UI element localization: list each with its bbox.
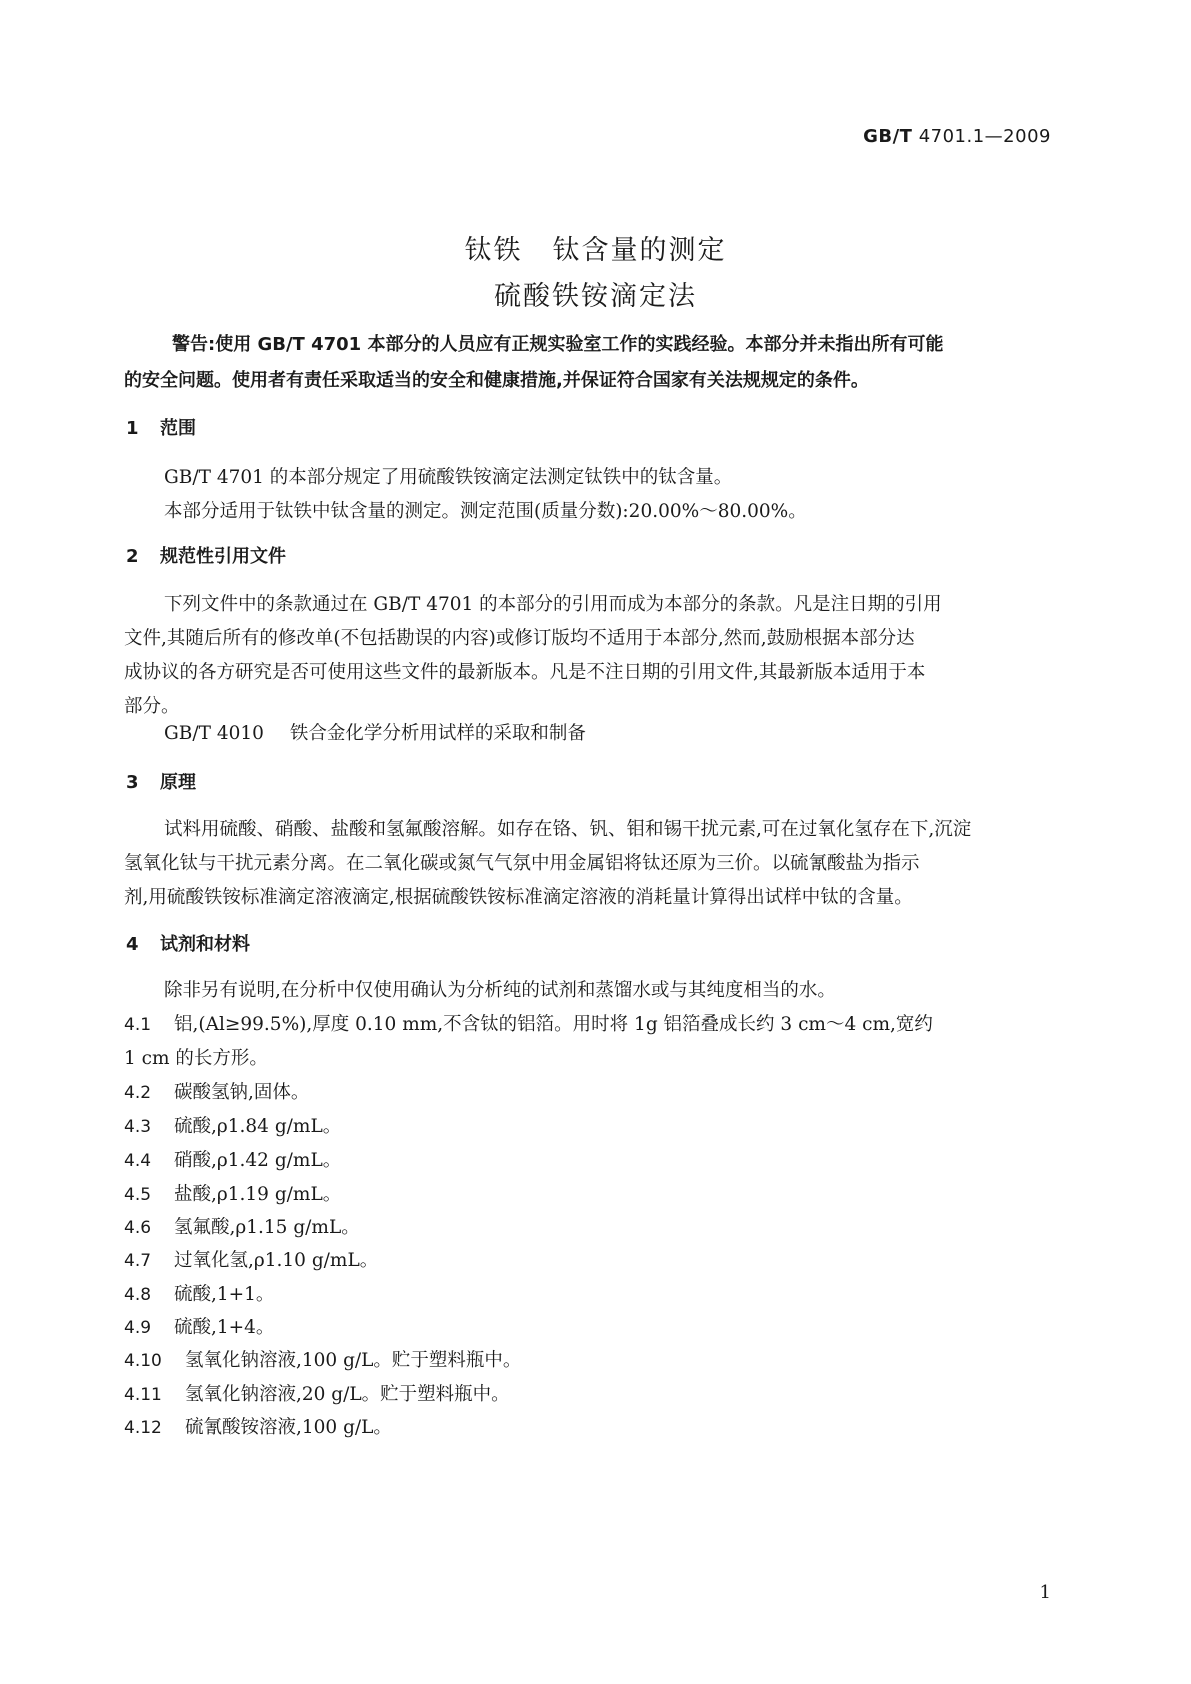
standard-prefix: GB/T bbox=[863, 126, 913, 147]
references-line-3: 成协议的各方研究是否可使用这些文件的最新版本。凡是不注日期的引用文件,其最新版本适用于本 bbox=[124, 662, 926, 683]
references-line-4: 部分。 bbox=[124, 696, 180, 717]
standard-number bbox=[863, 126, 1051, 147]
reagent-item-continuation: 1 cm 的长方形。 bbox=[124, 1048, 268, 1069]
document-title-line1 bbox=[0, 228, 1191, 267]
section-heading-principle: 3 原理 bbox=[126, 772, 196, 793]
section-heading-normative-references: 2 规范性引用文件 bbox=[126, 546, 286, 567]
scope-paragraph-1: GB/T 4701 的本部分规定了用硫酸铁铵滴定法测定钛铁中的钛含量。 bbox=[164, 467, 733, 488]
document-title-line2: 硫酸铁铵滴定法 bbox=[494, 281, 697, 312]
title-subject: 钛含量的测定 bbox=[552, 235, 727, 266]
reagent-item: 4.2 碳酸氢钠,固体。 bbox=[124, 1082, 310, 1103]
reagents-intro: 除非另有说明,在分析中仅使用确认为分析纯的试剂和蒸馏水或与其纯度相当的水。 bbox=[164, 980, 836, 1001]
reagent-item: 4.1 铝,(Al≥99.5%),厚度 0.10 mm,不含钛的铝箔。用时将 1g 铝箔叠成长约 3 cm～4 cm,宽约 bbox=[124, 1014, 933, 1035]
page-number: 1 bbox=[1039, 1582, 1051, 1603]
references-line-1: 下列文件中的条款通过在 GB/T 4701 的本部分的引用而成为本部分的条款。凡是注日期的引用 bbox=[164, 594, 942, 615]
reagent-item: 4.11 氢氧化钠溶液,20 g/L。贮于塑料瓶中。 bbox=[124, 1384, 510, 1405]
section-heading-reagents: 4 试剂和材料 bbox=[126, 934, 250, 955]
reagent-item: 4.8 硫酸,1+1。 bbox=[124, 1284, 275, 1305]
warning-line-1: 警告:使用 GB/T 4701 本部分的人员应有正规实验室工作的实践经验。本部分并未指出所有可能 bbox=[172, 334, 944, 355]
principle-line-2: 氢氧化钛与干扰元素分离。在二氧化碳或氮气气氛中用金属铝将钛还原为三价。以硫氰酸盐为指示 bbox=[124, 853, 920, 874]
reagent-item: 4.3 硫酸,ρ1.84 g/mL。 bbox=[124, 1116, 342, 1137]
reagent-item: 4.6 氢氟酸,ρ1.15 g/mL。 bbox=[124, 1217, 360, 1238]
reference-entry bbox=[164, 719, 586, 745]
standard-code: 4701.1—2009 bbox=[918, 126, 1051, 147]
section-heading-scope: 1 范围 bbox=[126, 418, 196, 439]
reference-title: 铁合金化学分析用试样的采取和制备 bbox=[289, 723, 586, 744]
reagent-item: 4.7 过氧化氢,ρ1.10 g/mL。 bbox=[124, 1250, 379, 1271]
reagent-item: 4.10 氢氧化钠溶液,100 g/L。贮于塑料瓶中。 bbox=[124, 1350, 522, 1371]
reagent-item: 4.4 硝酸,ρ1.42 g/mL。 bbox=[124, 1150, 342, 1171]
principle-line-1: 试料用硫酸、硝酸、盐酸和氢氟酸溶解。如存在铬、钒、钼和锡干扰元素,可在过氧化氢存在下,沉淀 bbox=[164, 819, 972, 840]
references-line-2: 文件,其随后所有的修改单(不包括勘误的内容)或修订版均不适用于本部分,然而,鼓励根据本部分达 bbox=[124, 628, 915, 649]
title-material: 钛铁 bbox=[464, 235, 523, 266]
reference-code: GB/T 4010 bbox=[164, 723, 264, 744]
warning-line-2: 的安全问题。使用者有责任采取适当的安全和健康措施,并保证符合国家有关法规规定的条件。 bbox=[124, 370, 869, 391]
reagent-item: 4.9 硫酸,1+4。 bbox=[124, 1317, 275, 1338]
reagent-item: 4.12 硫氰酸铵溶液,100 g/L。 bbox=[124, 1417, 392, 1438]
principle-line-3: 剂,用硫酸铁铵标准滴定溶液滴定,根据硫酸铁铵标准滴定溶液的消耗量计算得出试样中钛的含量。 bbox=[124, 887, 913, 908]
reagent-item: 4.5 盐酸,ρ1.19 g/mL。 bbox=[124, 1184, 342, 1205]
scope-paragraph-2: 本部分适用于钛铁中钛含量的测定。测定范围(质量分数):20.00%～80.00%。 bbox=[164, 501, 807, 522]
